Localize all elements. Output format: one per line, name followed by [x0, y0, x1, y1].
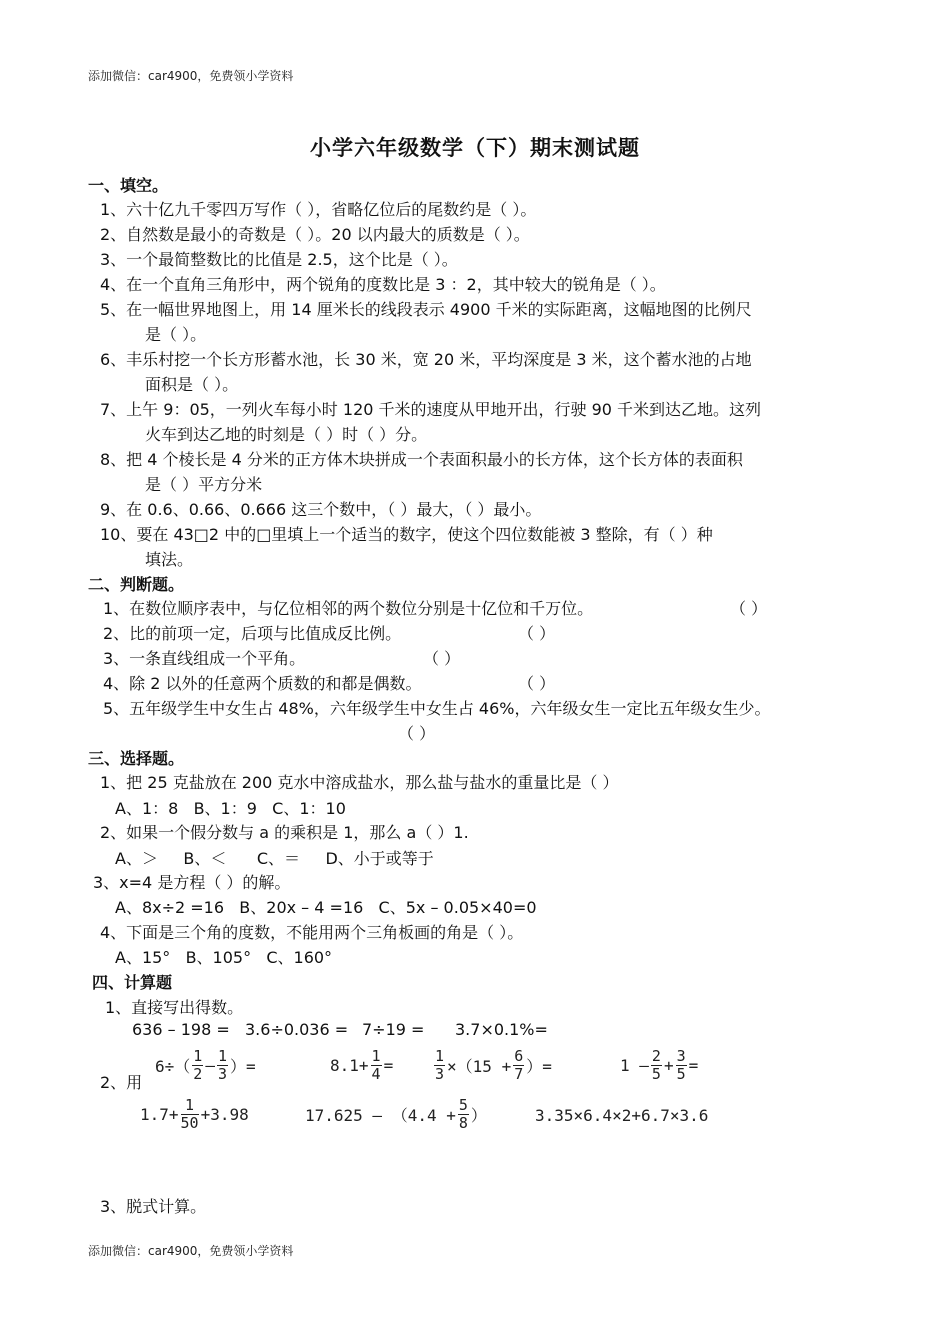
calc-question-1: 1、直接写出得数。	[105, 998, 244, 1017]
oral-calc-1: 636 – 198 =	[132, 1020, 230, 1039]
judge-question-2: 2、比的前项一定，后项与比值成反比例。	[103, 624, 402, 643]
section-choice-heading: 三、选择题。	[88, 749, 185, 768]
fraction: $\frac{3}{5}$	[676, 1047, 686, 1083]
fill-question-6-line1: 6、丰乐村挖一个长方形蓄水池，长 30 米，宽 20 米，平均深度是 3 米，这个蓄水池的占地	[100, 350, 752, 369]
fill-question-7-line1: 7、上午 9：05，一列火车每小时 120 千米的速度从甲地开出，行驶 90 千米到达乙地。这列	[100, 400, 762, 419]
expression-2: 8.1+ $\frac{1}{4}$ =	[330, 1047, 394, 1083]
judge-question-5: 5、五年级学生中女生占 48%，六年级学生中女生占 46%，六年级女生一定比五年级女生少。	[103, 699, 771, 718]
choice-question-2: 2、如果一个假分数与 a 的乘积是 1，那么 a（ ）1.	[100, 823, 469, 842]
oral-calc-3: 7÷19 =	[362, 1020, 425, 1039]
fill-question-1: 1、六十亿九千零四万写作（ ），省略亿位后的尾数约是（ ）。	[100, 200, 537, 219]
fraction: $\frac{1}{2}$	[193, 1047, 203, 1083]
fraction: $\frac{5}{8}$	[458, 1096, 468, 1132]
fill-question-8-line1: 8、把 4 个棱长是 4 分米的正方体木块拼成一个表面积最小的长方体，这个长方体的表面积	[100, 450, 743, 469]
page-header: 添加微信：car4900，免费领小学资料	[88, 69, 294, 83]
page-title: 小学六年级数学（下）期末测试题	[310, 136, 640, 160]
expression-4: 1 – $\frac{2}{5}$ + $\frac{3}{5}$ =	[620, 1047, 699, 1083]
fraction: $\frac{2}{5}$	[651, 1047, 661, 1083]
fill-question-5-line1: 5、在一幅世界地图上，用 14 厘米长的线段表示 4900 千米的实际距离，这幅地图的比例尺	[100, 300, 752, 319]
fraction: $\frac{6}{7}$	[514, 1047, 524, 1083]
fill-question-7-line2: 火车到达乙地的时刻是（ ）时（ ）分。	[145, 425, 428, 444]
fill-question-10-line2: 填法。	[145, 550, 194, 569]
fill-question-2: 2、自然数是最小的奇数是（ ）。20 以内最大的质数是（ ）。	[100, 225, 530, 244]
fraction: $\frac{1}{50}$	[180, 1096, 199, 1132]
fraction: $\frac{1}{4}$	[371, 1047, 381, 1083]
choice-options-3: A、8x÷2 =16 B、20x – 4 =16 C、5x – 0.05×40=0	[115, 898, 537, 917]
fill-question-9: 9、在 0.6、0.66、0.666 这三个数中，（ ）最大，（ ）最小。	[100, 500, 542, 519]
judge-answer-2: （ ）	[518, 624, 556, 643]
judge-answer-1: （ ）	[730, 599, 768, 618]
section-judge-heading: 二、判断题。	[88, 575, 185, 594]
judge-answer-3: （ ）	[423, 649, 461, 668]
expression-5: 1.7+ $\frac{1}{50}$ +3.98	[140, 1096, 249, 1132]
calc-question-3: 3、脱式计算。	[100, 1197, 207, 1216]
fill-question-8-line2: 是（ ）平方分米	[145, 475, 263, 494]
oral-calc-4: 3.7×0.1%=	[455, 1020, 548, 1039]
choice-options-1: A、1：8 B、1：9 C、1：10	[115, 799, 346, 818]
choice-options-4: A、15° B、105° C、160°	[115, 948, 333, 967]
fill-question-10-line1: 10、要在 43□2 中的□里填上一个适当的数字，使这个四位数能被 3 整除，有（ ）种	[100, 525, 713, 544]
section-fill-in-heading: 一、填空。	[88, 176, 169, 195]
judge-question-4: 4、除 2 以外的任意两个质数的和都是偶数。	[103, 674, 422, 693]
judge-question-3: 3、一条直线组成一个平角。	[103, 649, 306, 668]
fraction: $\frac{1}{3}$	[217, 1047, 227, 1083]
fill-question-4: 4、在一个直角三角形中，两个锐角的度数比是 3 ：2，其中较大的锐角是（ ）。	[100, 275, 666, 294]
expression-6: 17.625 – （4.4 + $\frac{5}{8}$ ）	[305, 1096, 487, 1132]
fill-question-3: 3、一个最简整数比的比值是 2.5，这个比是（ ）。	[100, 250, 458, 269]
fill-question-6-line2: 面积是（ ）。	[145, 375, 239, 394]
choice-options-2: A、＞ B、＜ C、＝ D、小于或等于	[115, 849, 434, 868]
judge-answer-5: （ ）	[398, 724, 436, 743]
expression-1: 6÷（ $\frac{1}{2}$ – $\frac{1}{3}$ ）=	[155, 1047, 256, 1083]
expression-3: $\frac{1}{3}$ ×（15 + $\frac{6}{7}$ ）=	[435, 1047, 552, 1083]
choice-question-3: 3、x=4 是方程（ ）的解。	[93, 873, 291, 892]
choice-question-4: 4、下面是三个角的度数，不能用两个三角板画的角是（ ）。	[100, 923, 524, 942]
oral-calc-2: 3.6÷0.036 =	[245, 1020, 349, 1039]
expression-7: 3.35×6.4×2+6.7×3.6	[535, 1106, 709, 1125]
calc-question-2-label: 2、用	[100, 1073, 143, 1092]
choice-question-1: 1、把 25 克盐放在 200 克水中溶成盐水，那么盐与盐水的重量比是（ ）	[100, 773, 619, 792]
fill-question-5-line2: 是（ ）。	[145, 325, 207, 344]
judge-answer-4: （ ）	[518, 674, 556, 693]
fraction: $\frac{1}{3}$	[435, 1047, 445, 1083]
page-footer: 添加微信：car4900，免费领小学资料	[88, 1244, 294, 1258]
section-calc-heading: 四、计算题	[92, 973, 173, 992]
judge-question-1: 1、在数位顺序表中，与亿位相邻的两个数位分别是十亿位和千万位。	[103, 599, 594, 618]
